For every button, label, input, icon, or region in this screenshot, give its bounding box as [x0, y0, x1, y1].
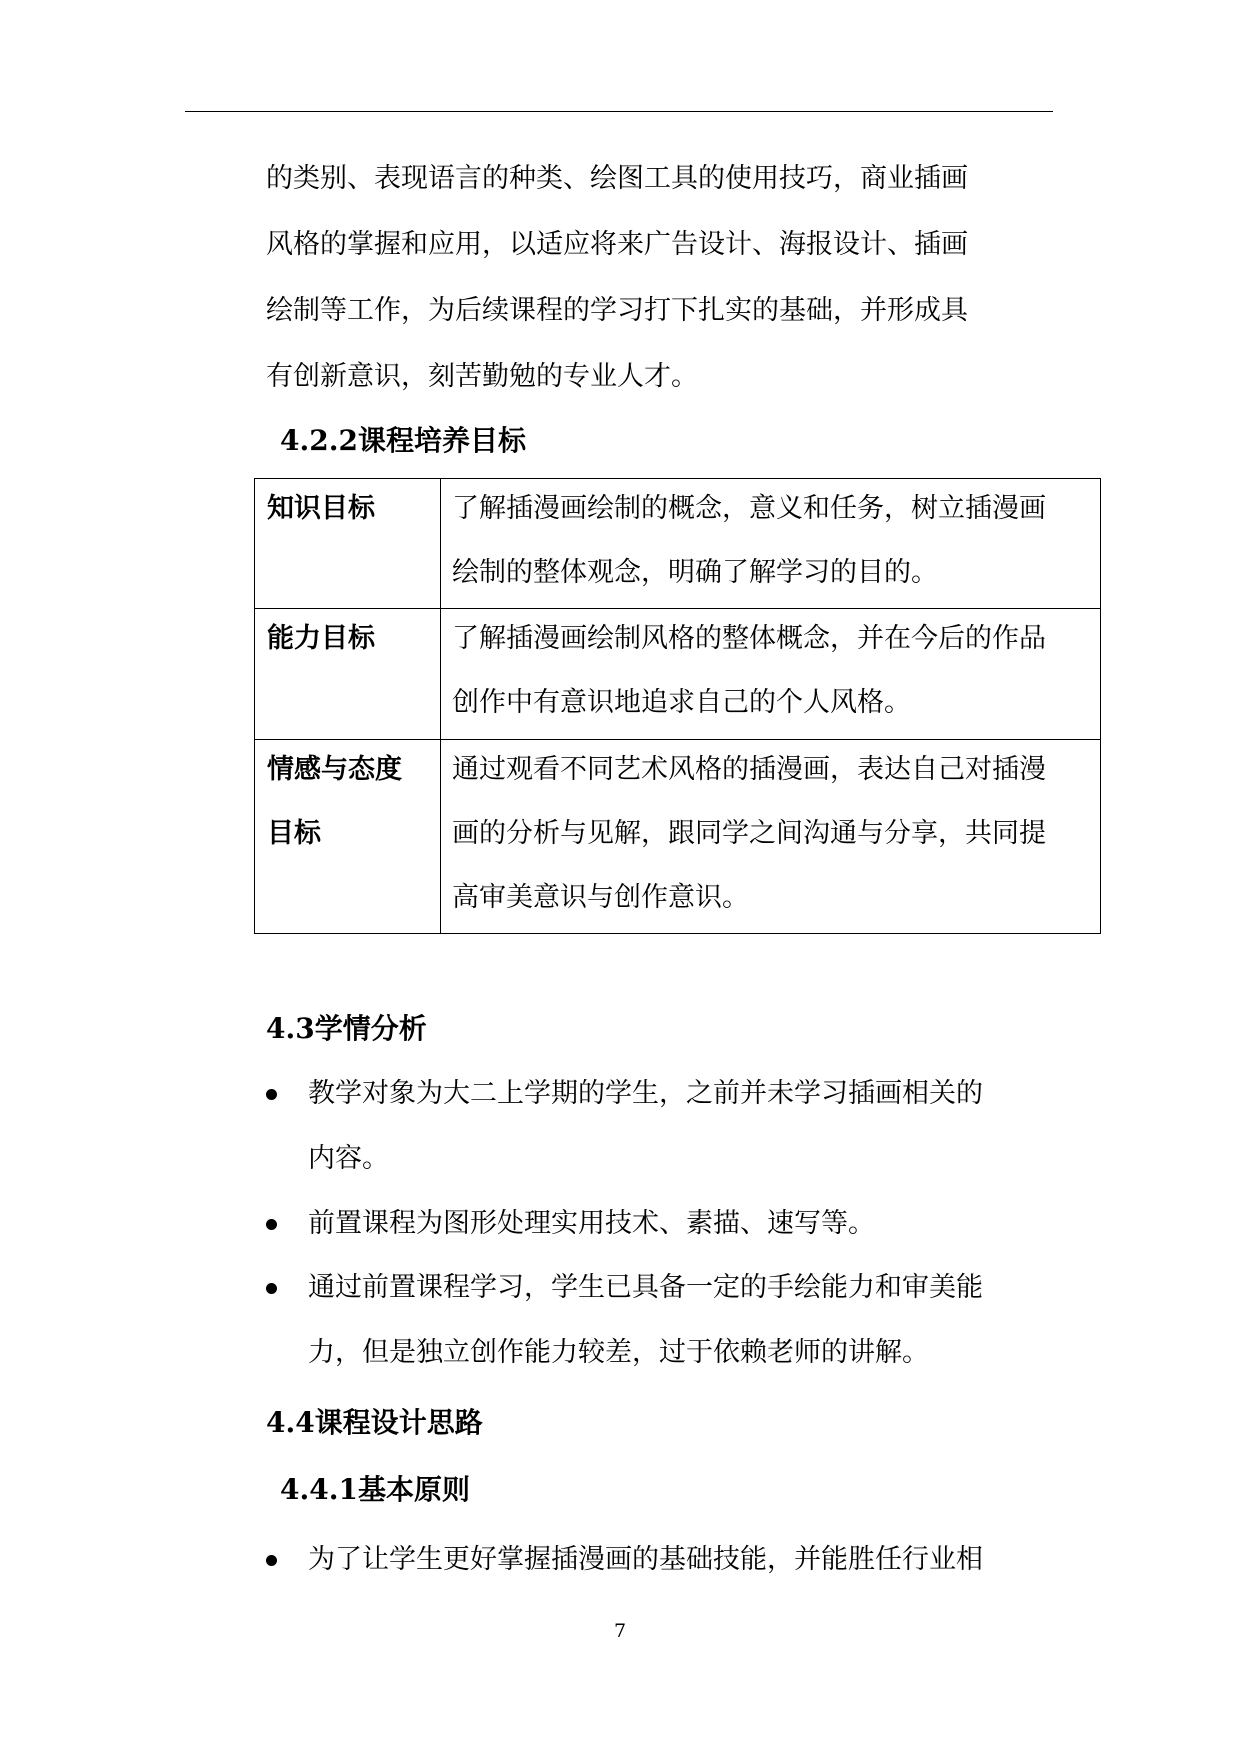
goal-desc-cell — [441, 609, 1100, 739]
goal-name-line: 知识目标 — [267, 493, 375, 524]
bullet-line: 内容。 — [308, 1143, 389, 1174]
section-44-heading: 4.4课程设计思路 — [266, 1406, 483, 1439]
goal-name-cell — [255, 740, 441, 933]
goal-desc-line: 通过观看不同艺术风格的插漫画，表达自己对插漫 — [452, 754, 1046, 785]
intro-line-4: 有创新意识，刻苦勤勉的专业人才。 — [266, 361, 698, 392]
goal-desc-line: 了解插漫画绘制的概念，意义和任务，树立插漫画 — [452, 493, 1046, 524]
goal-name-cell — [255, 609, 441, 739]
bullet-dot — [266, 1089, 277, 1100]
intro-line-1: 的类别、表现语言的种类、绘图工具的使用技巧，商业插画 — [266, 163, 968, 194]
bullet-line: 前置课程为图形处理实用技术、素描、速写等。 — [308, 1208, 875, 1239]
section-441-heading: 4.4.1基本原则 — [280, 1473, 470, 1506]
goal-row-attitude — [255, 739, 1100, 933]
intro-line-2: 风格的掌握和应用，以适应将来广告设计、海报设计、插画 — [266, 229, 968, 260]
goal-name-line: 目标 — [267, 818, 321, 849]
bullet-line: 通过前置课程学习，学生已具备一定的手绘能力和审美能 — [308, 1272, 983, 1303]
goal-desc-line: 画的分析与见解，跟同学之间沟通与分享，共同提 — [452, 818, 1046, 849]
bullet-line: 教学对象为大二上学期的学生，之前并未学习插画相关的 — [308, 1078, 983, 1109]
goal-name-line: 能力目标 — [267, 623, 375, 654]
section-422-heading: 4.2.2课程培养目标 — [280, 424, 526, 457]
goal-desc-cell — [441, 740, 1100, 933]
goal-name-cell — [255, 479, 441, 608]
goal-desc-line: 高审美意识与创作意识。 — [452, 882, 749, 913]
goal-desc-line: 绘制的整体观念，明确了解学习的目的。 — [452, 557, 938, 588]
page-number: 7 — [613, 1620, 627, 1642]
goal-name-line: 情感与态度 — [267, 754, 402, 785]
goal-row-knowledge — [255, 479, 1100, 608]
goal-desc-line: 了解插漫画绘制风格的整体概念，并在今后的作品 — [452, 623, 1046, 654]
intro-line-3: 绘制等工作，为后续课程的学习打下扎实的基础，并形成具 — [266, 295, 968, 326]
goal-desc-cell — [441, 479, 1100, 608]
bullet-dot — [266, 1283, 277, 1294]
section-43-heading: 4.3学情分析 — [266, 1012, 427, 1045]
header-rule — [185, 111, 1053, 112]
bullet-line: 力，但是独立创作能力较差，过于依赖老师的讲解。 — [308, 1337, 929, 1368]
bullet-dot — [266, 1555, 277, 1566]
goal-desc-line: 创作中有意识地追求自己的个人风格。 — [452, 687, 911, 718]
goal-row-ability — [255, 608, 1100, 739]
bullet-line: 为了让学生更好掌握插漫画的基础技能，并能胜任行业相 — [308, 1544, 983, 1575]
bullet-dot — [266, 1219, 277, 1230]
course-goals-table — [254, 478, 1101, 934]
